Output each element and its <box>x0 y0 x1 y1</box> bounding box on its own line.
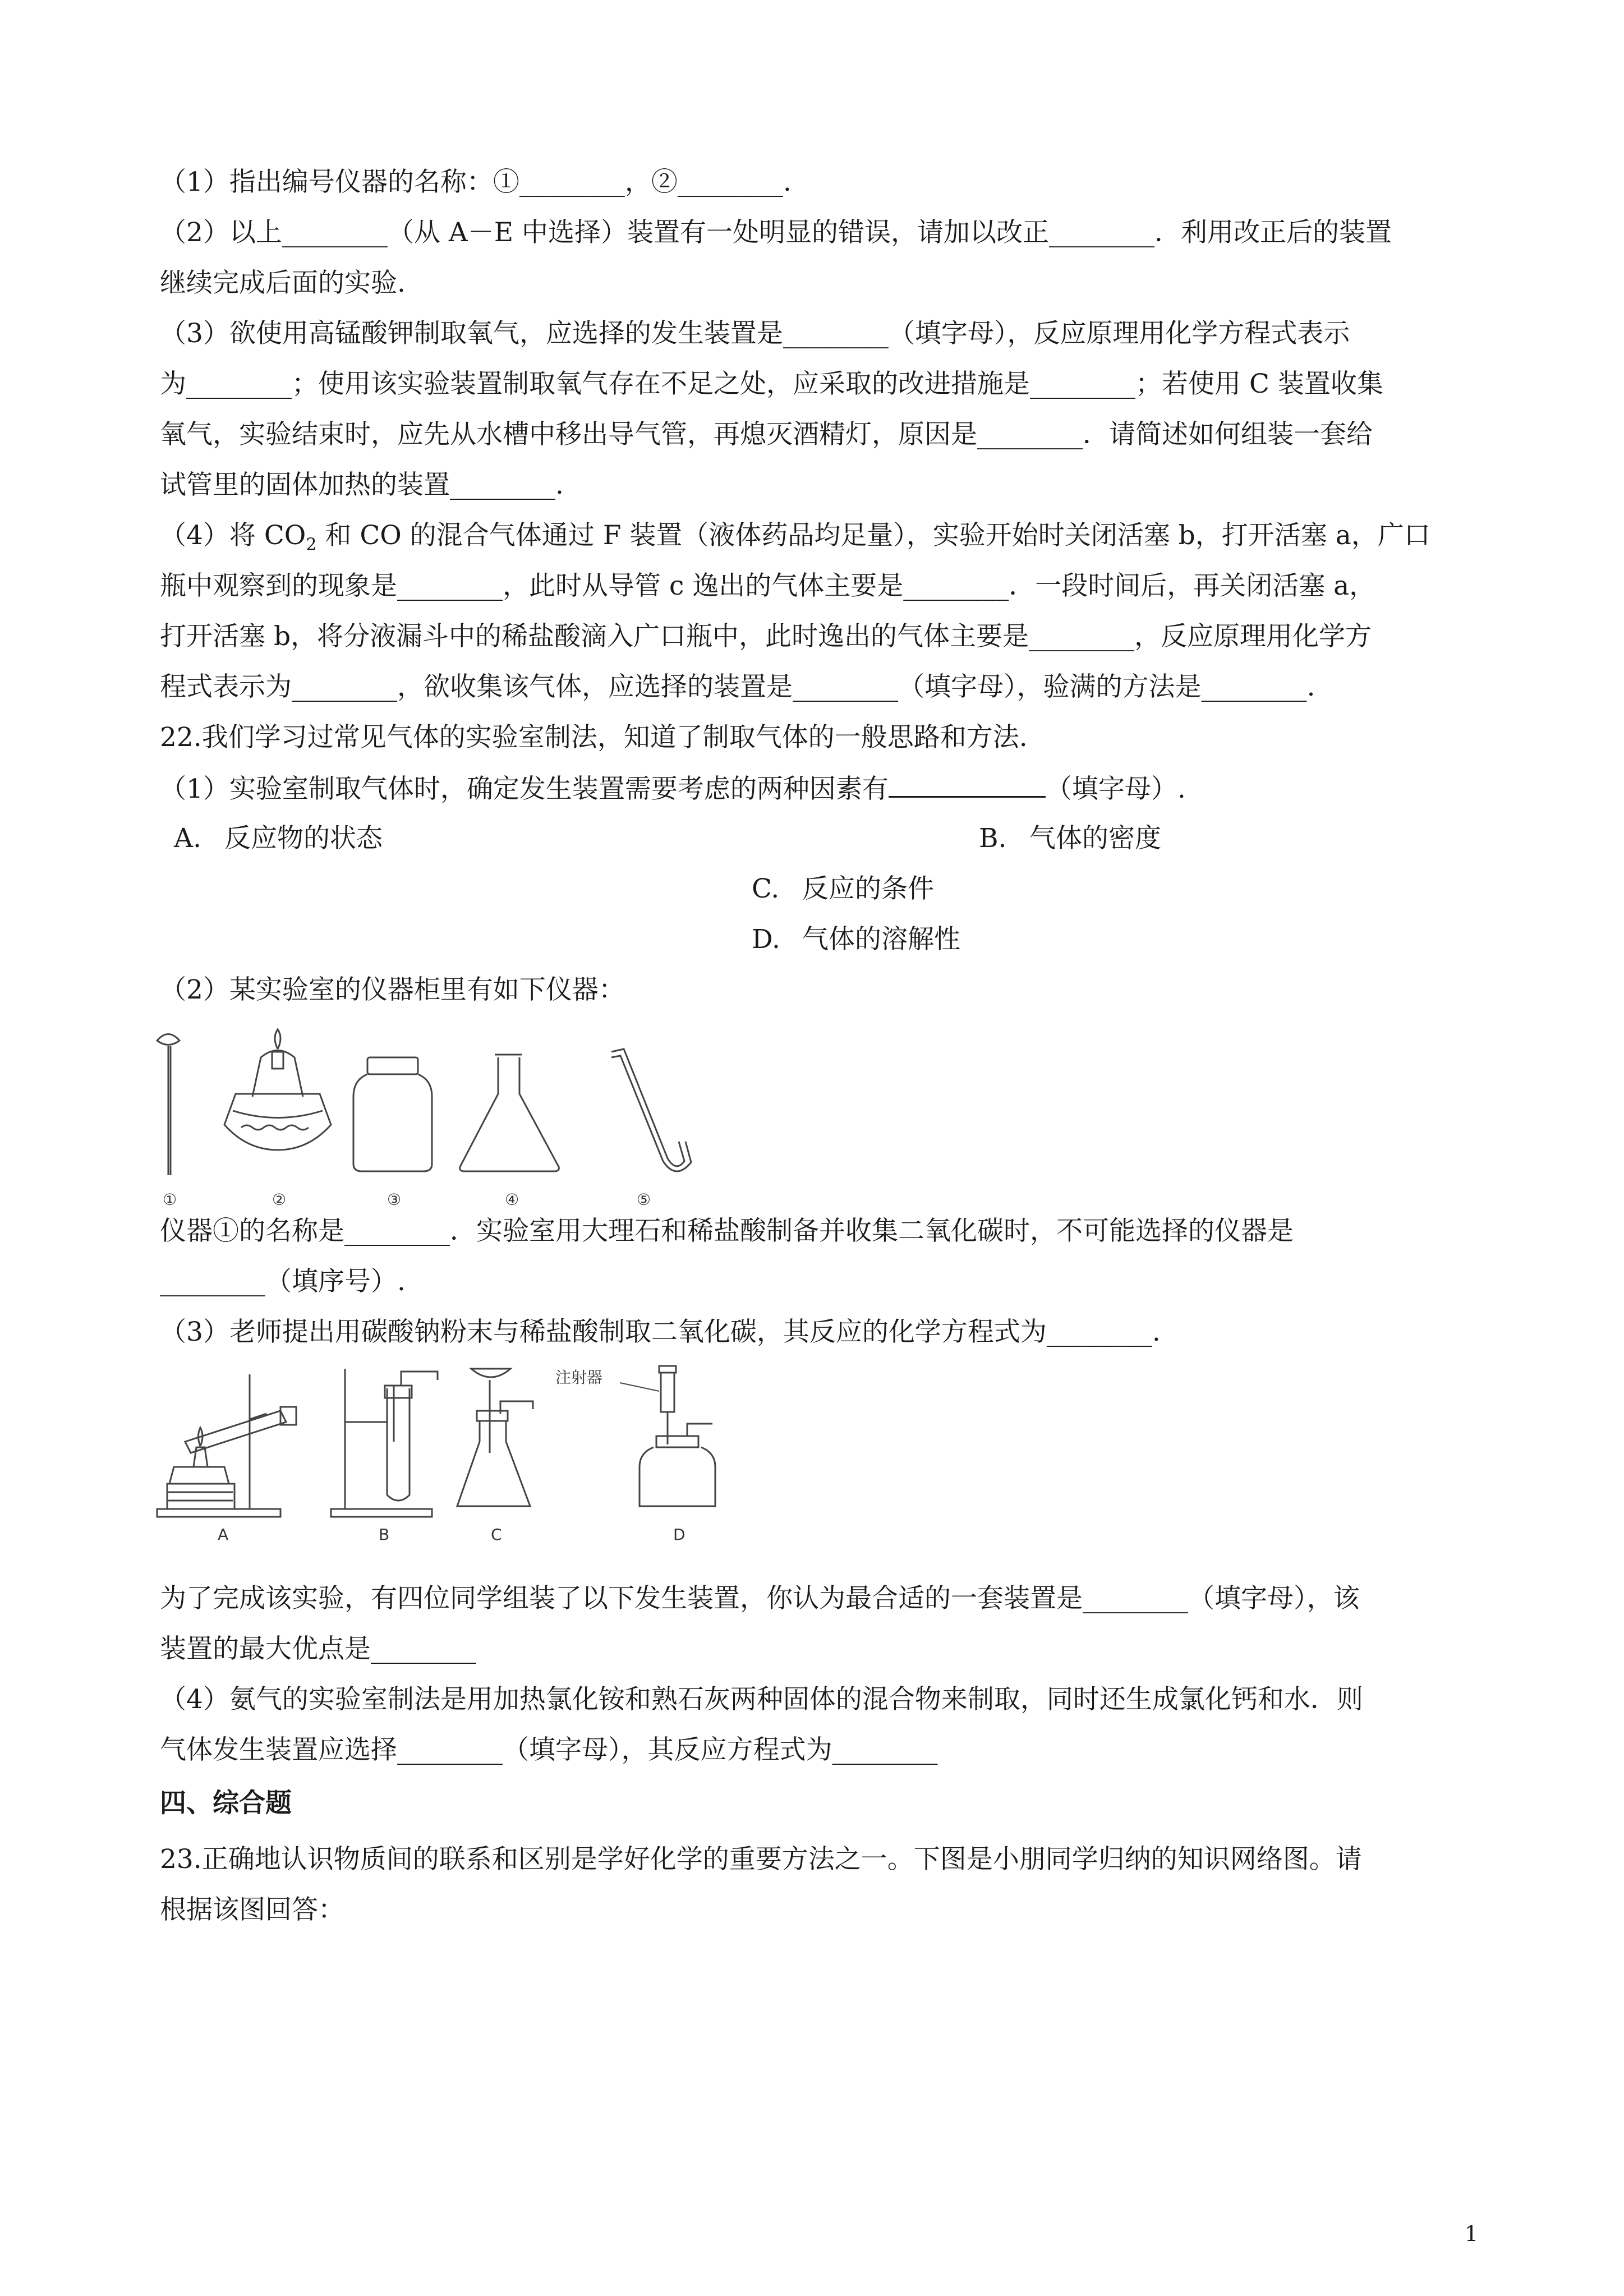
instrument-label-5: ⑤ <box>637 1190 651 1209</box>
q22-part1: （1）实验室制取气体时，确定发生装置需要考虑的两种因素有 （填字母）. <box>160 771 1478 806</box>
q22-option-c: C. 反应的条件 <box>752 873 934 904</box>
q22-option-d: D. 气体的溶解性 <box>752 924 960 955</box>
q21-part3-line2: 为________；使用该实验装置制取氧气存在不足之处，应采取的改进措施是________；若使用 C 装置收集 <box>160 369 1383 399</box>
page-number: 1 <box>1464 2221 1478 2246</box>
q21-part3-line4: 试管里的固体加热的装置________. <box>160 470 564 500</box>
syringe-label: 注射器 <box>555 1368 603 1387</box>
bent-tube-icon <box>611 1049 691 1171</box>
q21-part4-line1: （4）将 $CO_2$ 和 CO 的混合气体通过 F 装置（液体药品均足量），实验开始时关闭活塞 b，打开活塞 a，广口 <box>160 520 1430 555</box>
apparatus-figure <box>151 1358 718 1548</box>
q22-part3-line3: 装置的最大优点是________ <box>160 1634 476 1664</box>
long-neck-funnel-icon <box>157 1034 180 1176</box>
apparatus-c-icon <box>457 1369 533 1506</box>
q22-stem: 22.我们学习过常见气体的实验室制法，知道了制取气体的一般思路和方法. <box>160 722 1028 753</box>
q21-part3-line1: （3）欲使用高锰酸钾制取氧气，应选择的发生装置是________（填字母），反应原理用化学方程式表示 <box>160 318 1350 349</box>
q23-line1: 23.正确地认识物质间的联系和区别是学好化学的重要方法之一。下图是小朋同学归纳的知识网络图。请 <box>160 1844 1362 1875</box>
apparatus-a-icon <box>157 1374 296 1517</box>
apparatus-b-icon <box>331 1369 438 1517</box>
answer-blank[interactable] <box>889 771 1046 798</box>
instruments-figure <box>151 1027 712 1212</box>
q21-part2-line1: （2）以上________（从 A－E 中选择）装置有一处明显的错误，请加以改正________．利用改正后的装置 <box>160 217 1392 248</box>
q22-part2-line2: 仪器①的名称是________．实验室用大理石和稀盐酸制备并收集二氧化碳时，不可能选择的仪器是 <box>160 1216 1294 1246</box>
q21-part4-line3: 打开活塞 b，将分液漏斗中的稀盐酸滴入广口瓶中，此时逸出的气体主要是________，反应原理用化学方 <box>160 621 1372 652</box>
apparatus-label-d: D <box>673 1525 686 1544</box>
q22-option-b: B. 气体的密度 <box>979 823 1161 854</box>
apparatus-d-icon <box>640 1366 715 1506</box>
q22-part3: （3）老师提出用碳酸钠粉末与稀盐酸制取二氧化碳，其反应的化学方程式为________. <box>160 1317 1161 1347</box>
q22-part4-line2: 气体发生装置应选择________（填字母），其反应方程式为________ <box>160 1734 938 1765</box>
section-heading: 四、综合题 <box>160 1788 292 1819</box>
instrument-label-4: ④ <box>505 1190 519 1209</box>
q22-part2: （2）某实验室的仪器柜里有如下仪器： <box>160 974 625 1005</box>
apparatus-label-a: A <box>218 1525 229 1544</box>
wide-mouth-bottle-icon <box>353 1057 432 1171</box>
q22-part3-line2: 为了完成该实验，有四位同学组装了以下发生装置，你认为最合适的一套装置是________（填字母），该 <box>160 1583 1360 1614</box>
conical-flask-icon <box>460 1055 559 1171</box>
apparatus-label-b: B <box>379 1525 390 1544</box>
apparatus-label-c: C <box>491 1525 502 1544</box>
q21-part1: （1）指出编号仪器的名称：①________，②________. <box>160 167 792 197</box>
q21-part3-line3: 氧气，实验结束时，应先从水槽中移出导气管，再熄灭酒精灯，原因是________．请简述如何组装一套给 <box>160 419 1373 450</box>
q22-part2-line3: ________（填序号）. <box>160 1266 406 1297</box>
instrument-label-3: ③ <box>387 1190 402 1209</box>
q21-part2-line2: 继续完成后面的实验. <box>160 268 406 298</box>
alcohol-lamp-icon <box>224 1029 331 1150</box>
instrument-label-1: ① <box>163 1190 177 1209</box>
q22-option-a: A. 反应物的状态 <box>174 823 383 854</box>
q21-part4-line4: 程式表示为________，欲收集该气体，应选择的装置是________（填字母），验满的方法是________. <box>160 671 1315 702</box>
q22-part4-line1: （4）氨气的实验室制法是用加热氯化铵和熟石灰两种固体的混合物来制取，同时还生成氯化钙和水．则 <box>160 1684 1363 1715</box>
instrument-label-2: ② <box>272 1190 287 1209</box>
q21-part4-line2: 瓶中观察到的现象是________，此时从导管 c 逸出的气体主要是________．一段时间后，再关闭活塞 a， <box>160 570 1376 601</box>
q23-line2: 根据该图回答： <box>160 1894 344 1925</box>
